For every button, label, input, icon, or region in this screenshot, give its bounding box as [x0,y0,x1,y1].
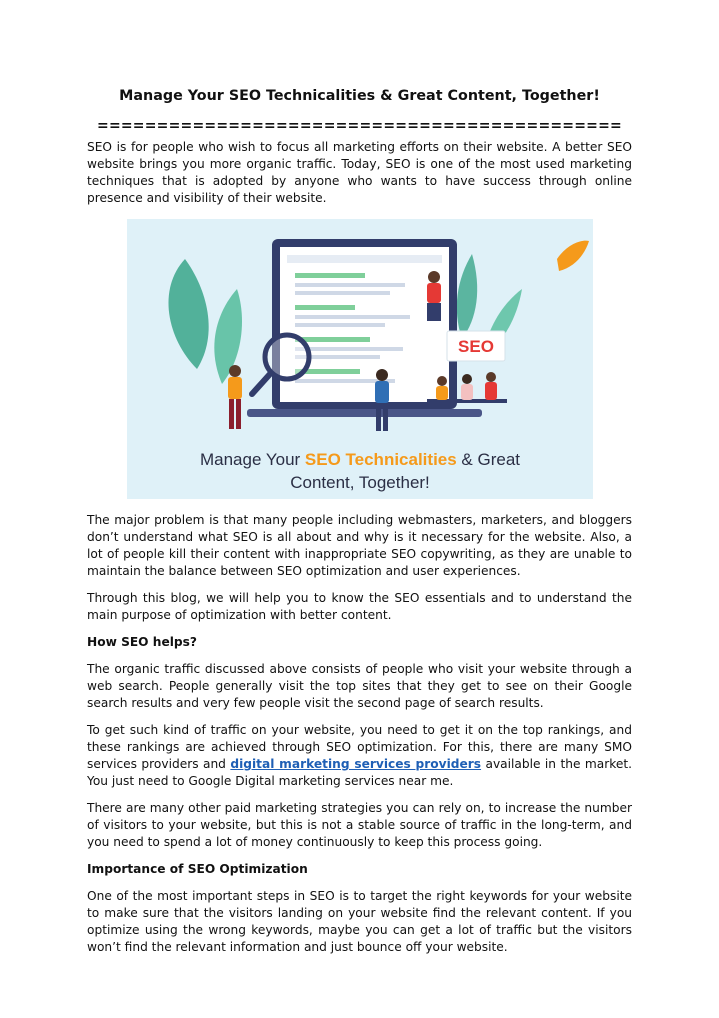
paid-marketing-paragraph: There are many other paid marketing strategies you can rely on, to increase the number of visitors to your website, but this is not a stable source of traffic in the long-term, and you need to spend a lot of money continuously to keep this process going. [87,801,632,849]
hero-caption-line1: Manage Your SEO Technicalities & Great [199,450,520,469]
hero-illustration [127,219,593,499]
rankings-paragraph [87,722,632,790]
heading-importance: Importance of SEO Optimization [87,862,308,876]
document-title: Manage Your SEO Technicalities & Great Content, Together! [119,88,600,104]
digital-marketing-link[interactable]: digital marketing services providers [230,757,482,771]
problem-paragraph: The major problem is that many people including webmasters, marketers, and bloggers don’t understand what SEO is all about and why is it necessary for the website. Also, a lot of people kill their content with inappropriate SEO copywriting, as they are unable to maintain the balance between SEO optimization and user experiences. [87,513,632,578]
heading-how-seo-helps: How SEO helps? [87,635,197,649]
traffic-paragraph: The organic traffic discussed above consists of people who visit your website through a web search. People generally visit the top sites that they get to see on their Google search results and very few people visit the second page of search results. [87,662,632,710]
rankings-text-a: To get such kind of traffic on your website, you need to get it on the top rankings, and these rankings are achieved through SEO optimization. For this, there are many SMO services providers and [87,723,632,771]
blog-paragraph: Through this blog, we will help you to know the SEO essentials and to understand the main purpose of optimization with better content. [87,591,632,622]
keywords-paragraph: One of the most important steps in SEO is to target the right keywords for your website to make sure that the visitors landing on your website find the relevant content. If you optimize using the wrong keywords, maybe you can get a lot of traffic but the visitors won’t find the relevant information and just bounce off your website. [87,889,632,954]
laptop-base [247,409,482,417]
hero-caption-line2: Content, Together! [289,473,430,492]
seo-badge-label: SEO [457,337,494,356]
rankings-text-b: available in the market. You just need to Google Digital marketing services near me. [87,757,633,788]
seo-illustration-svg [127,219,593,499]
title-divider: ============================================ [97,118,622,134]
person-sitting-top [427,271,441,321]
intro-paragraph: SEO is for people who wish to focus all marketing efforts on their website. A better SEO website brings you more organic traffic. Today, SEO is one of the most used marketing techniques that is adopted by anyone who wants to have success through online presence and visibility of their website. [87,140,632,205]
